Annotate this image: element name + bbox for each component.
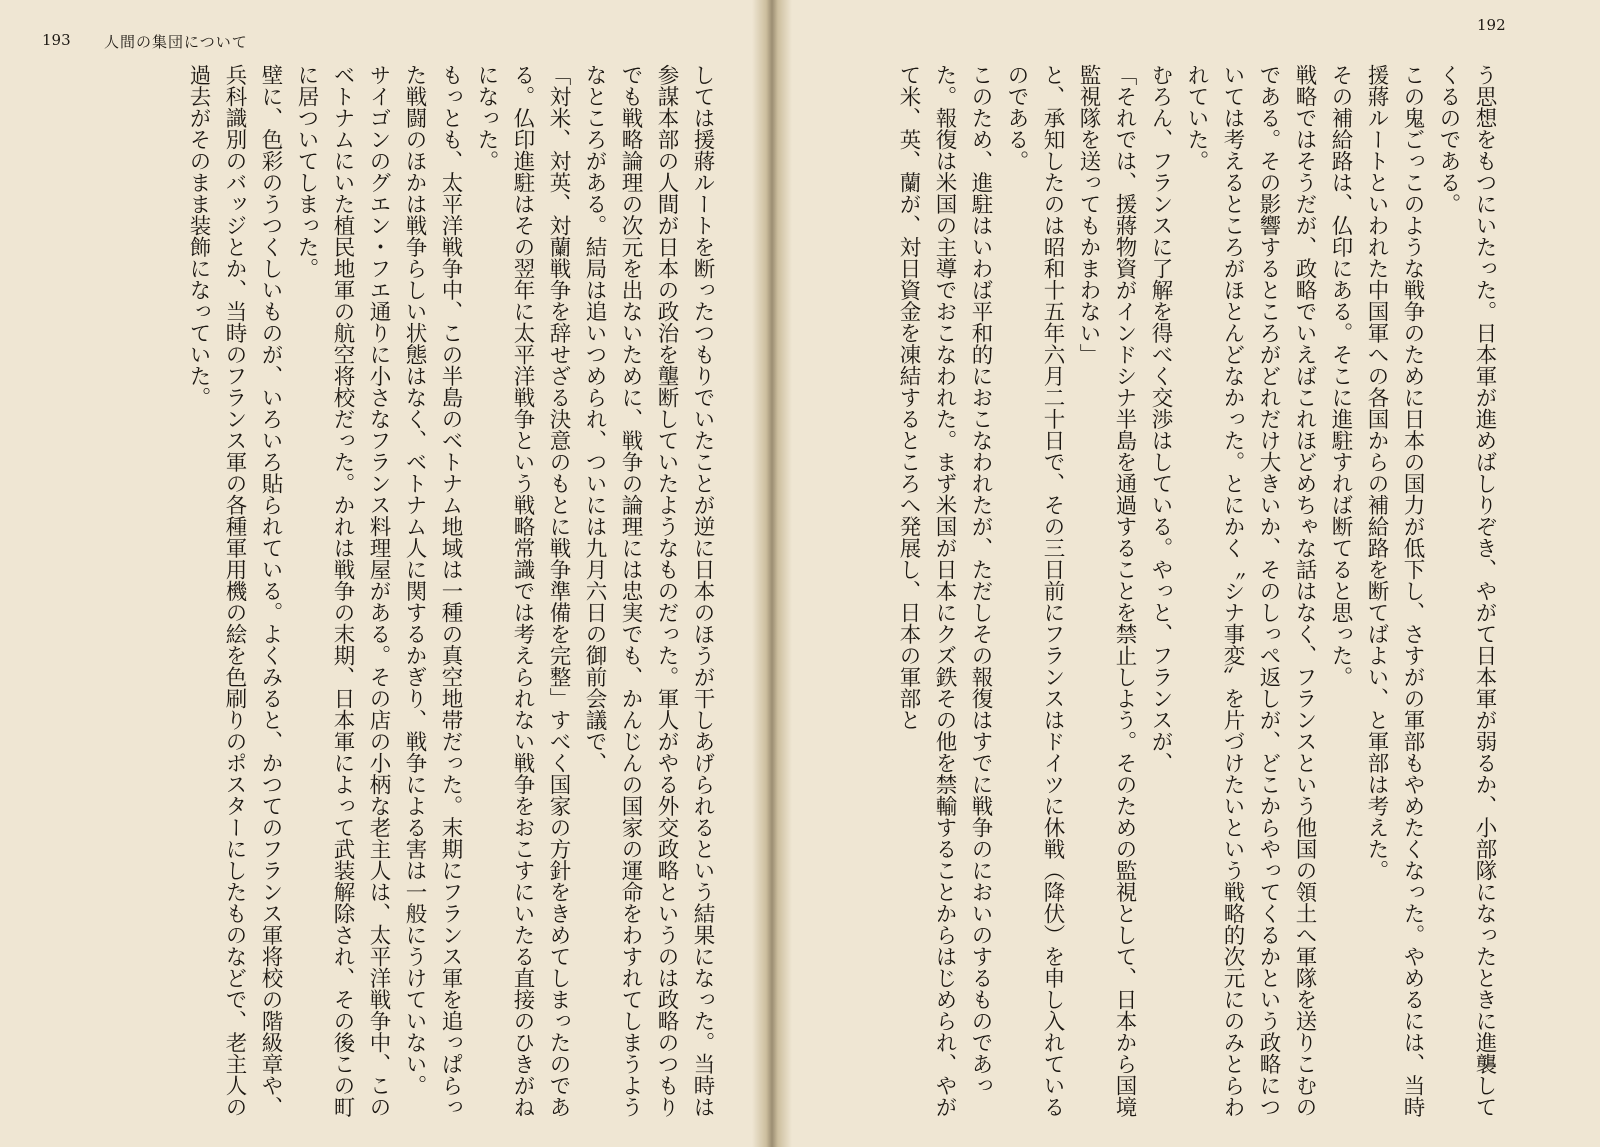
paragraph: う思想をもつにいたった。日本軍が進めばしりぞき、やがて日本軍が弱るか、小部隊になったときに進襲してくるのである。 [1436,64,1497,1118]
paragraph: サイゴンのグエン・フエ通りに小さなフランス料理屋がある。その店の小柄な老主人は、太平洋戦争中、このベトナムにいた植民地軍の航空将校だった。かれは戦争の末期、日本軍によって武装解除され、その後この町に居ついてしまった。 [294,64,391,1118]
paragraph: しては援蔣ルートを断ったつもりでいたことが逆に日本のほうが干しあげられるという結果になった。当時は参謀本部の人間が日本の政治を壟断していたようなものだった。軍人がやる外交政略というのは政略のつもりでも戦略論理の次元を出ないために、戦争の論理には忠実でも、かんじんの国家の運命をわすれてしまうようなところがある。結局は追いつめられ、ついには九月六日の御前会議で、 [582,64,715,1118]
paragraph: 「対米、対英、対蘭戦争を辞せざる決意のもとに戦争準備を完整」すべく国家の方針をきめてしまったのである。仏印進駐はその翌年に太平洋戦争という戦略常識では考えられない戦争をおこすにいたる直接のひきがねになった。 [474,64,571,1118]
paragraph: 「それでは、援蔣物資がインドシナ半島を通過することを禁止しよう。そのための監視として、日本から国境監視隊を送ってもかまわない」 [1076,64,1137,1118]
left-page [0,0,772,1147]
left-page-text [40,64,720,1124]
paragraph: このため、進駐はいわば平和的におこなわれたが、ただしその報復はすでに戦争のにおいのするものであった。報復は米国の主導でおこなわれた。まず米国が日本にクズ鉄その他を禁輸することからはじめられ、やがて米、英、蘭が、対日資金を凍結するところへ発展し、日本の軍部と [896,64,993,1118]
right-page-text [812,64,1502,1124]
page-number-left: 193 [42,31,71,49]
page-number-right: 192 [1477,16,1506,34]
paragraph: その補給路は、仏印にある。そこに進駐すれば断てると思った。 [1328,64,1353,688]
running-head: 人間の集団について [104,33,248,51]
paragraph: と、承知したのは昭和十五年六月二十日で、その三日前にフランスはドイツに休戦（降伏）を申し入れているのである。 [1004,64,1065,1118]
paragraph: この鬼ごっこのような戦争のために日本の国力が低下し、さすがの軍部もやめたくなった。やめるには、当時援蔣ルートといわれた中国軍への各国からの補給路を断てばよい、と軍部は考えた。 [1364,64,1425,1118]
paragraph: もっとも、太平洋戦争中、この半島のベトナム地域は一種の真空地帯だった。末期にフランス軍を追っぱらった戦闘のほかは戦争らしい状態はなく、ベトナム人に関するかぎり、戦争による害は一般にうけていない。 [402,64,463,1118]
book-gutter [752,0,792,1147]
paragraph: 戦略ではそうだが、政略でいえばこれほどめちゃな話はなく、フランスという他国の領土へ軍隊を送りこむのである。その影響するところがどれだけ大きいか、そのしっぺ返しが、どこからやってくるかという政略については考えるところがほとんどなかった。とにかく〝シナ事変〟を片づけたいという戦略的次元にのみとらわれていた。 [1184,64,1317,1118]
paragraph: むろん、フランスに了解を得べく交渉はしている。やっと、フランスが、 [1148,64,1173,774]
paragraph: 壁に、色彩のうつくしいものが、いろいろ貼られている。よくみると、かつてのフランス軍将校の階級章や、兵科識別のバッジとか、当時のフランス軍の各種軍用機の絵を色刷りのポスターにしたものなどで、老主人の過去がそのまま装飾になっていた。 [186,64,283,1118]
